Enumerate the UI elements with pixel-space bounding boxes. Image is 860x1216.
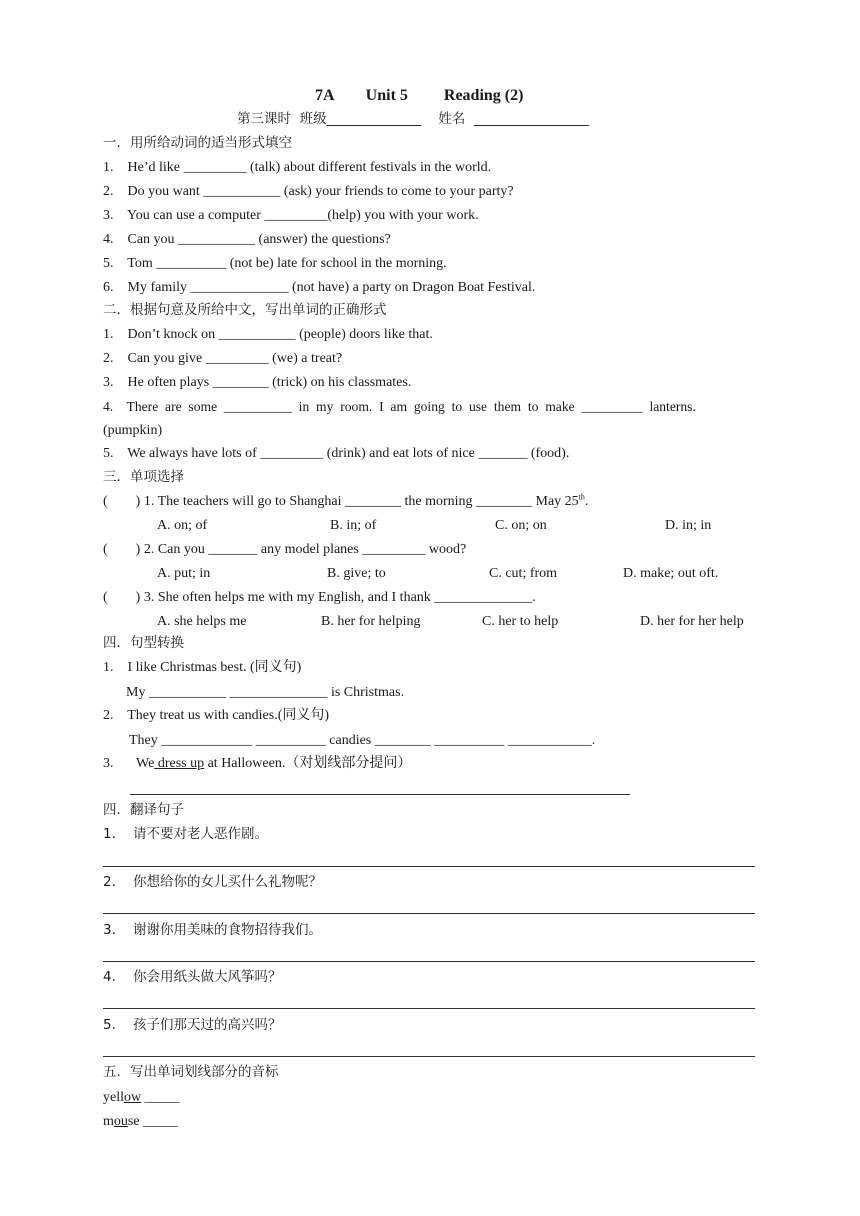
transform-item-3-rest: at Halloween.（对划线部分提问） [204, 756, 412, 771]
mc-q3-option-c: C. her to help [482, 614, 559, 629]
s1-item-4: 4. Can you ___________ (answer) the questions? [103, 232, 391, 247]
mc-q1-text: ( ) 1. The teachers will go to Shanghai ________ the morning ________ May 25 [103, 494, 579, 509]
s1-item-2: 2. Do you want ___________ (ask) your friends to come to your party? [103, 184, 514, 199]
answer-line[interactable] [130, 794, 630, 795]
answer-line[interactable] [103, 961, 755, 962]
phonetic-word-mouse [103, 1113, 178, 1131]
section-1-heading: 一．用所给动词的适当形式填空 [103, 135, 292, 151]
s2-item-3: 3. He often plays ________ (trick) on his classmates. [103, 375, 412, 390]
underlined-phrase [154, 756, 204, 771]
mc-q2-option-d: D. make; out oft. [623, 566, 719, 581]
transform-item-2: 2. They treat us with candies.(同义句) [103, 708, 330, 723]
underlined-letters: ow [124, 1090, 142, 1105]
s1-item-6: 6. My family ______________ (not have) a party on Dragon Boat Festival. [103, 280, 536, 295]
mc-question-2: ( ) 2. Can you _______ any model planes _________ wood? [103, 542, 467, 557]
word-blank: se _____ [127, 1114, 179, 1129]
word-blank: _____ [141, 1090, 180, 1105]
mc-q2-option-a: A. put; in [157, 566, 211, 581]
mc-q1-superscript: th [578, 492, 585, 502]
s1-item-5: 5. Tom __________ (not be) late for school in the morning. [103, 256, 447, 271]
translate-item-1: 1. 请不要对老人恶作剧。 [103, 826, 269, 842]
answer-line[interactable] [103, 866, 755, 867]
translate-item-4: 4. 你会用纸头做大风筝吗？ [103, 969, 282, 985]
underlined-phrase-text: dress up [157, 756, 205, 771]
mc-q2-option-c: C. cut; from [489, 566, 558, 581]
mc-q1-option-d: D. in; in [665, 518, 712, 533]
mc-q2-option-b: B. give; to [327, 566, 386, 581]
section-5-heading: 四．翻译句子 [103, 802, 184, 818]
mc-q1-end: . [584, 494, 589, 509]
translate-item-3: 3. 谢谢你用美味的食物招待我们。 [103, 922, 323, 938]
transform-answer-1: My ___________ ______________ is Christmas. [126, 685, 405, 700]
mc-q1-option-c: C. on; on [495, 518, 547, 533]
section-6-heading: 五．写出单词划线部分的音标 [103, 1064, 279, 1080]
s2-item-2: 2. Can you give _________ (we) a treat? [103, 351, 343, 366]
class-name-line: 第三课时 班级______________ 姓名 _________________ [237, 111, 589, 127]
transform-item-1: 1. I like Christmas best. (同义句) [103, 660, 302, 675]
answer-line[interactable] [103, 1008, 755, 1009]
s2-item-4: 4. There are some __________ in my room. I am going to use them to make _________ lanterns. [103, 399, 696, 414]
answer-line[interactable] [103, 913, 755, 914]
word-part: m [103, 1114, 114, 1129]
mc-q3-option-a: A. she helps me [157, 614, 247, 629]
transform-answer-2: They _____________ __________ candies ________ __________ ____________. [129, 733, 596, 748]
mc-q3-option-b: B. her for helping [321, 614, 421, 629]
s2-item-1: 1. Don’t knock on ___________ (people) doors like that. [103, 327, 433, 342]
mc-q1-option-a: A. on; of [157, 518, 208, 533]
translate-item-5: 5. 孩子们那天过的高兴吗？ [103, 1017, 282, 1033]
s1-item-3: 3. You can use a computer _________(help) you with your work. [103, 208, 479, 223]
phonetic-word-yellow [103, 1089, 180, 1107]
mc-question-1 [103, 493, 588, 511]
answer-line[interactable] [103, 1056, 755, 1057]
mc-question-3: ( ) 3. She often helps me with my English, and I thank ______________. [103, 590, 536, 605]
underlined-letters: ou [113, 1114, 128, 1129]
s2-item-4-hint: (pumpkin) [103, 423, 163, 438]
s1-item-1: 1. He’d like _________ (talk) about different festivals in the world. [103, 160, 492, 175]
s2-item-5: 5. We always have lots of _________ (drink) and eat lots of nice _______ (food). [103, 446, 570, 461]
mc-q3-option-d: D. her for her help [640, 614, 744, 629]
section-3-heading: 三．单项选择 [103, 469, 184, 485]
section-4-heading: 四．句型转换 [103, 635, 184, 651]
section-2-heading: 二．根据句意及所给中文，写出单词的正确形式 [103, 302, 387, 318]
page-title: 7A Unit 5 Reading (2) [315, 87, 524, 104]
translate-item-2: 2. 你想给你的女儿买什么礼物呢？ [103, 874, 323, 890]
transform-item-3-number: 3. [103, 756, 114, 771]
mc-q1-option-b: B. in; of [330, 518, 377, 533]
word-part: yell [103, 1090, 124, 1105]
transform-item-3-we: We [136, 756, 155, 771]
transform-item-3 [136, 755, 411, 773]
